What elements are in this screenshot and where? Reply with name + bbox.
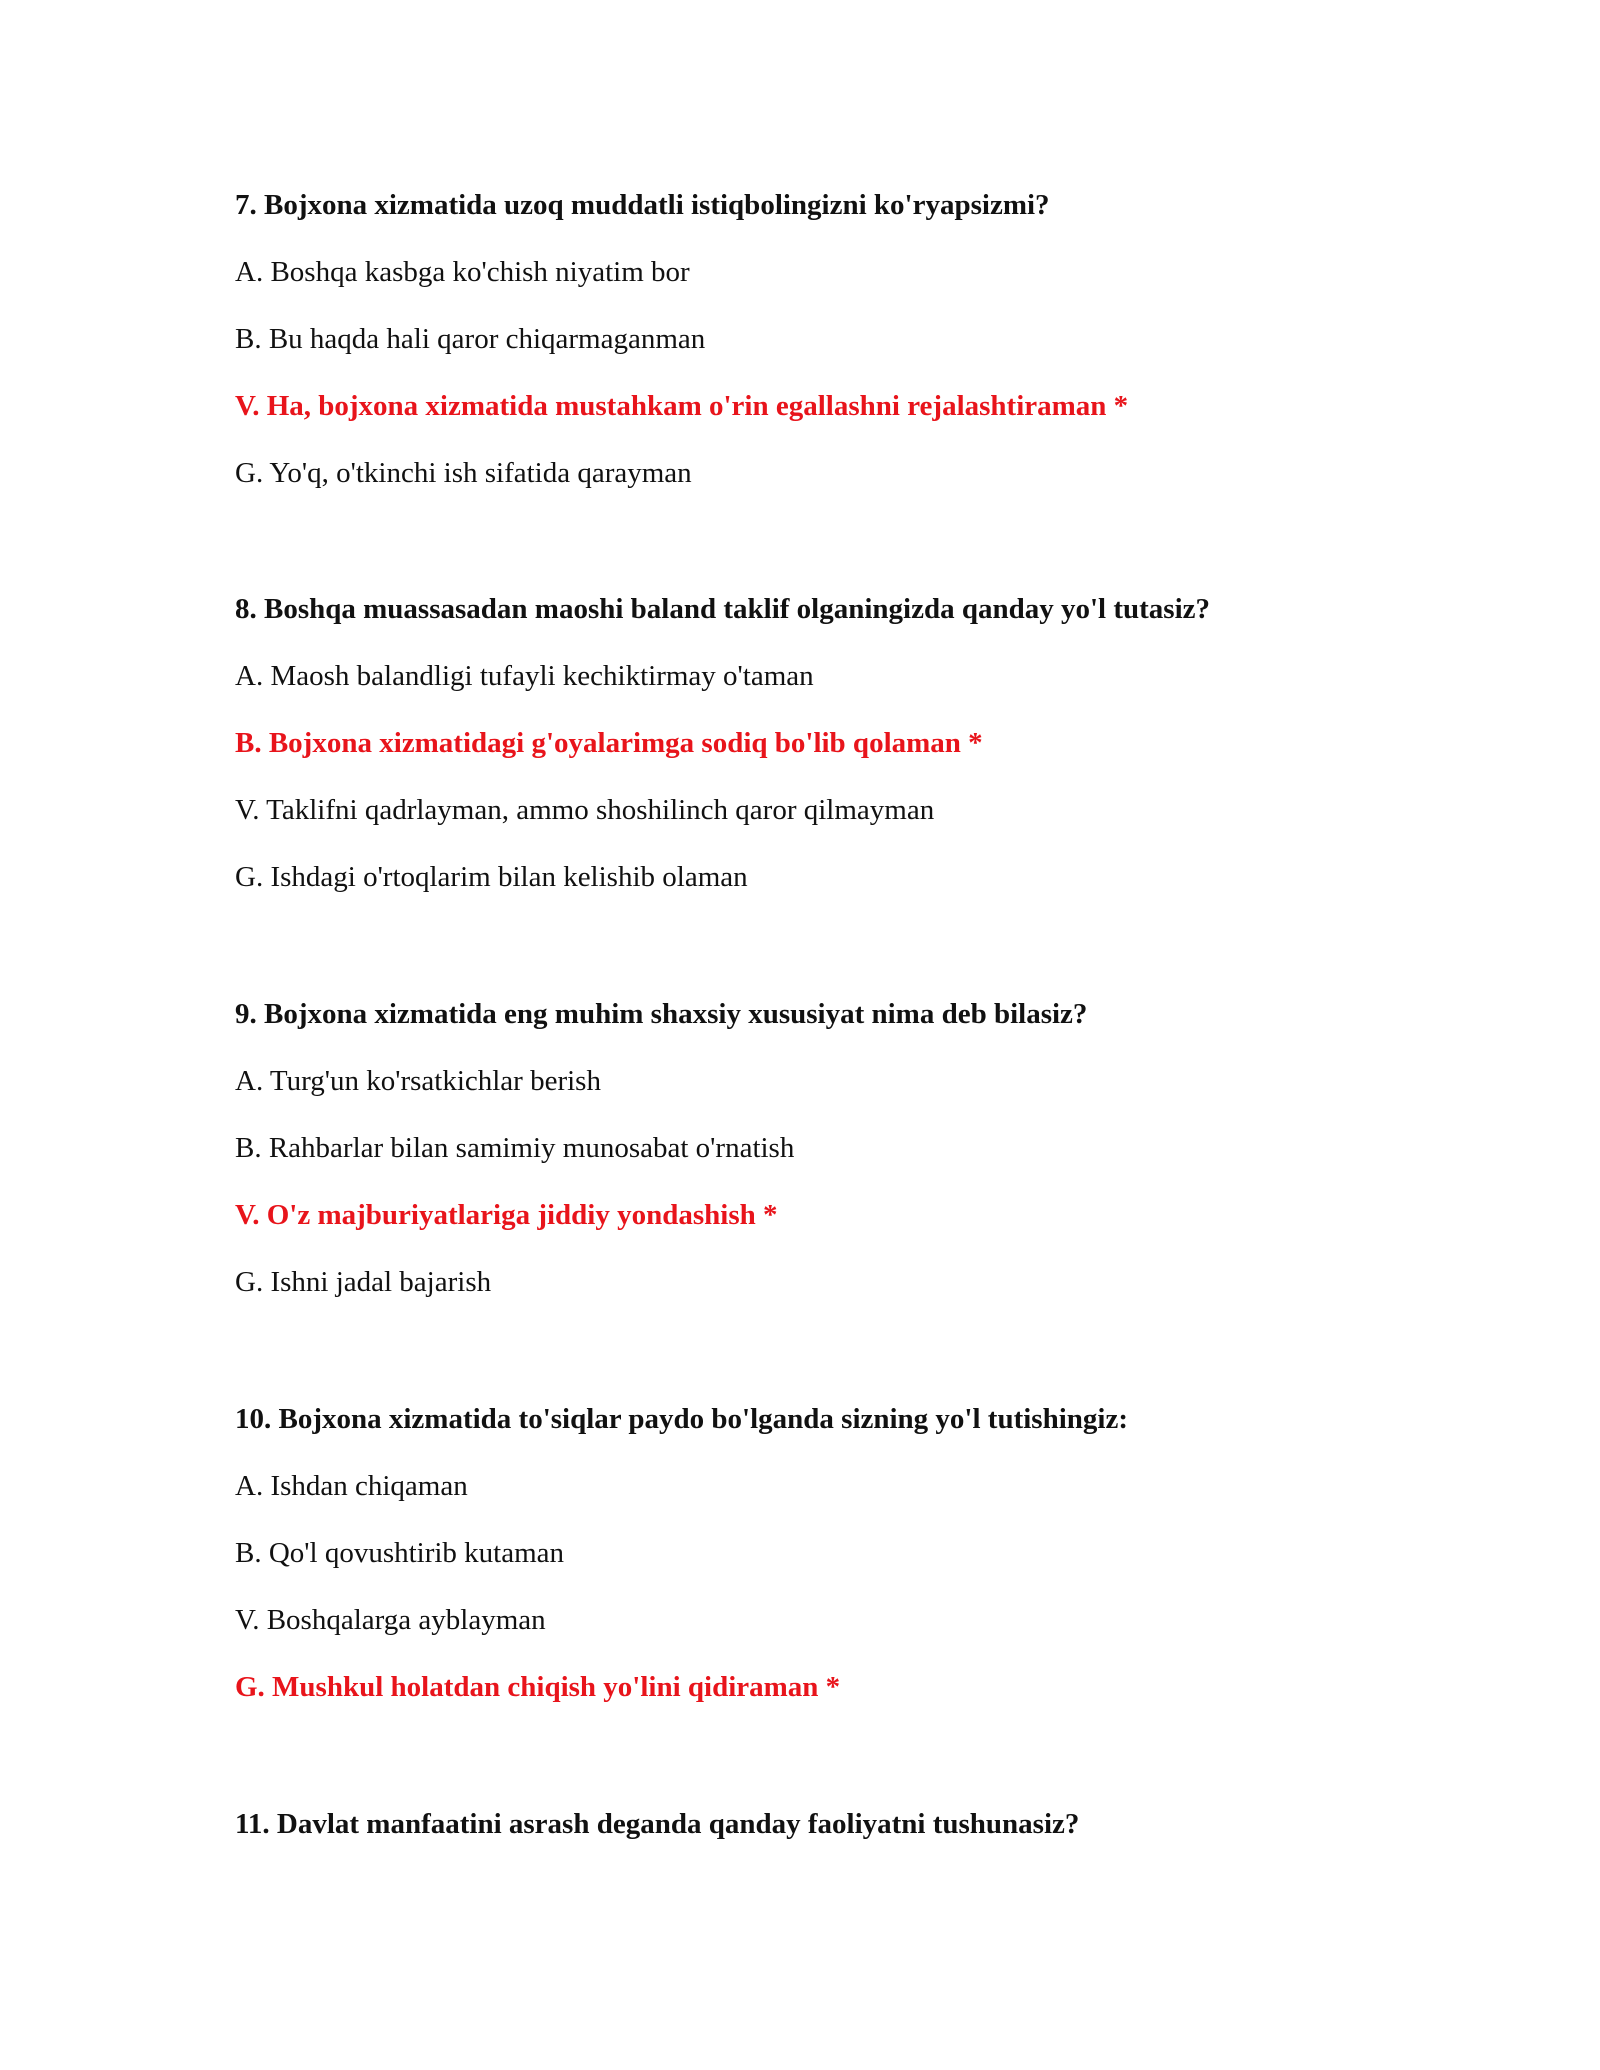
answer-option: G. Ishni jadal bajarish bbox=[235, 1266, 492, 1298]
correct-answer-option: V. O'z majburiyatlariga jiddiy yondashish * bbox=[235, 1199, 778, 1231]
answer-option: V. Taklifni qadrlayman, ammo shoshilinch qaror qilmayman bbox=[235, 794, 935, 826]
question-block bbox=[235, 997, 1435, 1298]
question-block bbox=[235, 592, 1435, 893]
answer-option: A. Boshqa kasbga ko'chish niyatim bor bbox=[235, 256, 690, 288]
answer-option: B. Bu haqda hali qaror chiqarmaganman bbox=[235, 323, 706, 355]
correct-answer-option: V. Ha, bojxona xizmatida mustahkam o'rin egallashni rejalashtiraman * bbox=[235, 390, 1129, 422]
answer-option: G. Yo'q, o'tkinchi ish sifatida qarayman bbox=[235, 457, 692, 489]
question-text: 7. Bojxona xizmatida uzoq muddatli istiqbolingizni ko'ryapsizmi? bbox=[235, 189, 1050, 221]
question-text: 8. Boshqa muassasadan maoshi baland taklif olganingizda qanday yo'l tutasiz? bbox=[235, 593, 1210, 625]
correct-answer-option: G. Mushkul holatdan chiqish yo'lini qidiraman * bbox=[235, 1671, 841, 1703]
answer-option: B. Rahbarlar bilan samimiy munosabat o'rnatish bbox=[235, 1132, 795, 1164]
question-block bbox=[235, 1807, 1435, 1841]
question-text: 11. Davlat manfaatini asrash deganda qanday faoliyatni tushunasiz? bbox=[235, 1808, 1080, 1840]
answer-option: G. Ishdagi o'rtoqlarim bilan kelishib olaman bbox=[235, 861, 748, 893]
question-text: 10. Bojxona xizmatida to'siqlar paydo bo'lganda sizning yo'l tutishingiz: bbox=[235, 1403, 1128, 1435]
answer-option: A. Turg'un ko'rsatkichlar berish bbox=[235, 1065, 601, 1097]
answer-option: B. Qo'l qovushtirib kutaman bbox=[235, 1537, 565, 1569]
answer-option: V. Boshqalarga ayblayman bbox=[235, 1604, 546, 1636]
answer-option: A. Ishdan chiqaman bbox=[235, 1470, 468, 1502]
question-block bbox=[235, 188, 1435, 489]
question-text: 9. Bojxona xizmatida eng muhim shaxsiy xususiyat nima deb bilasiz? bbox=[235, 998, 1088, 1030]
answer-option: A. Maosh balandligi tufayli kechiktirmay o'taman bbox=[235, 660, 814, 692]
correct-answer-option: B. Bojxona xizmatidagi g'oyalarimga sodiq bo'lib qolaman * bbox=[235, 727, 983, 759]
question-block bbox=[235, 1402, 1435, 1703]
